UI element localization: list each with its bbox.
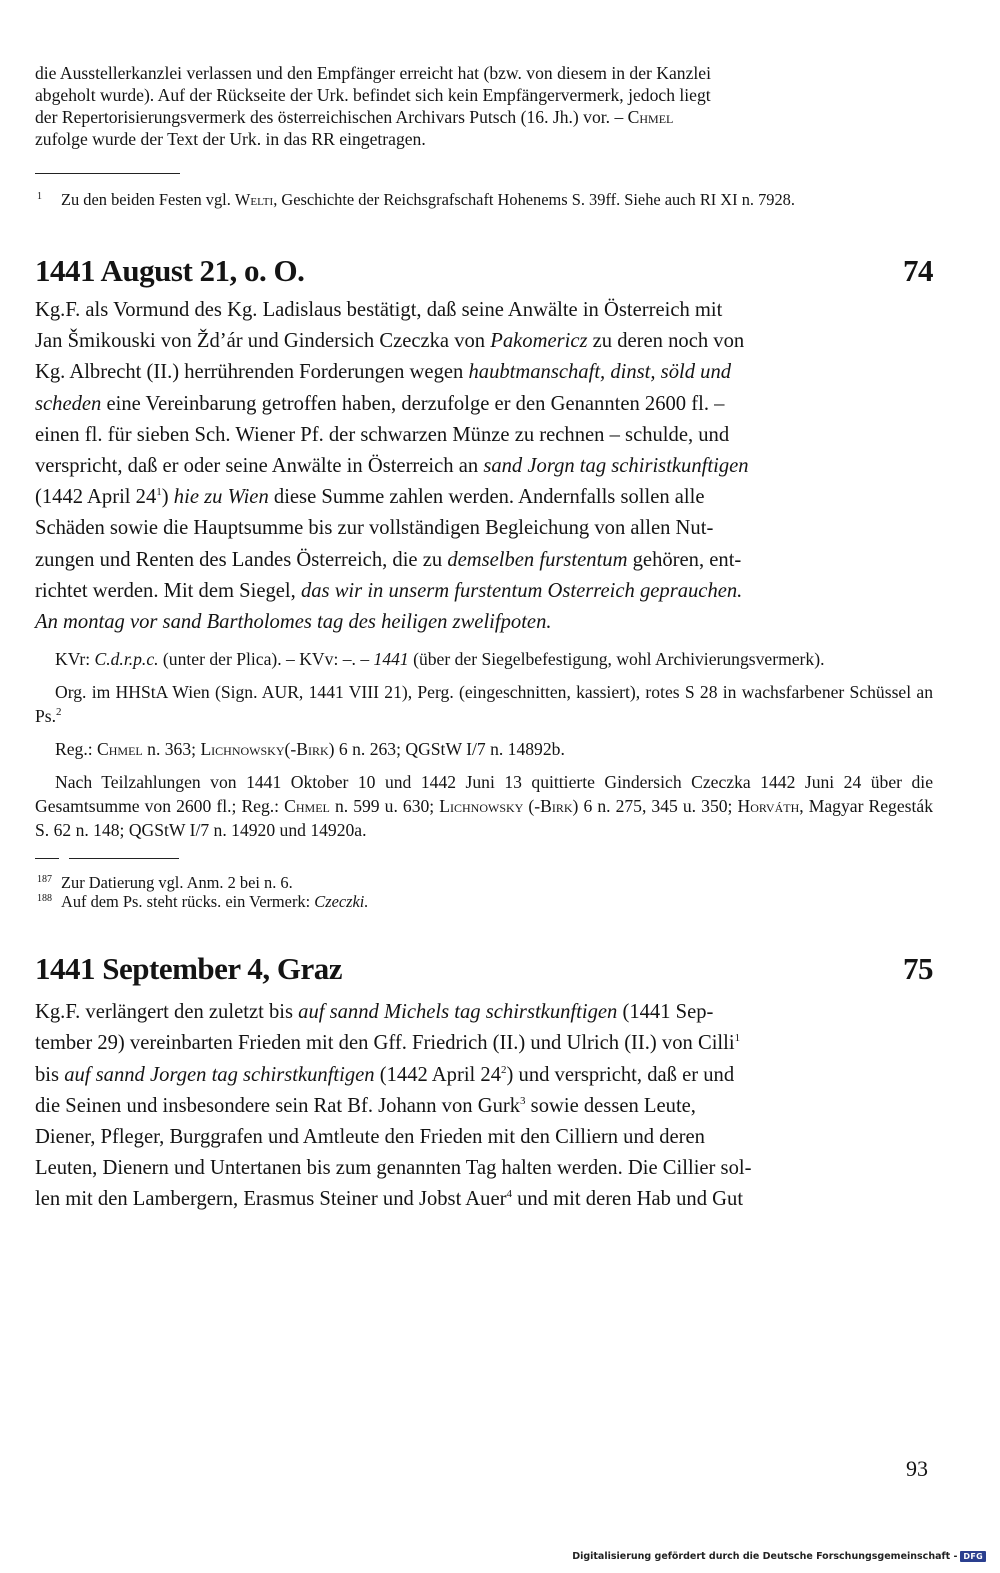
nach-note: Nach Teilzahlungen von 1441 Oktober 10 und 1442 Juni 13 quittierte Gindersich Czeczka 1442 Juni 24 über die Gesamtsumme von 2600 fl.; Reg.: Chmel n. 599 u. 630; Lichnowsky (-Birk) 6 n. 275, 345 u. 350; Horváth, Magyar Regesták S. 62 n. 148; QGStW I/7 n. 14920 und 14920a. (35, 772, 933, 841)
footnote-mark: 188 (37, 893, 52, 905)
footnote-188: 188 Auf dem Ps. steht rücks. ein Vermerk: Czeczki. (35, 892, 933, 911)
author-name: Welti (234, 190, 274, 209)
dfg-logo-icon: DFG (960, 1551, 986, 1562)
entry-heading-74 (35, 253, 933, 289)
text-line: die Ausstellerkanzlei verlassen und den Empfänger erreicht hat (bzw. von diesem in der Kanzlei (35, 63, 711, 83)
footnote-1: 1 Zu den beiden Festen vgl. Welti, Geschichte der Reichsgrafschaft Hohenems S. 39ff. Siehe auch RI XI n. 7928. (35, 190, 933, 209)
footnote-187: 187 Zur Datierung vgl. Anm. 2 bei n. 6. (35, 873, 933, 892)
entry-74-body: Kg.F. als Vormund des Kg. Ladislaus bestätigt, daß seine Anwälte in Österreich mit Jan Šmikouski von Žd’ár und Gindersich Czeczka von Pakomericz zu deren noch von Kg. Albrecht (II.) herrührenden Forderungen wegen haubtmanschaft, dinst, söld und scheden eine Vereinbarung getroffen haben, derzufolge er den Genannten 2600 fl. – einen fl. für sieben Sch. Wiener Pf. der schwarzen Münze zu rechnen – schulde, und verspricht, daß er oder seine Anwälte in Österreich an sand Jorgn tag schiristkunftigen (1442 April $24^1$) hie zu Wien diese Summe zahlen werden. Andernfalls sollen alle Schäden sowie die Hauptsumme bis zur vollständigen Begleichung von allen Nut- zungen und Renten des Landes Österreich, die zu demselben furstentum gehören, ent- richtet werden. Mit dem Siegel, das wir in unserm furstentum Osterreich geprauchen. An montag vor sand Bartholomes tag des heiligen zwelifpoten. (35, 299, 749, 634)
kv-note: KVr: C.d.r.p.c. (unter der Plica). – KVv: –. – 1441 (über der Siegelbefestigung, wohl Archivierungsvermerk). (55, 649, 825, 670)
page-number: 93 (906, 1456, 928, 1481)
entry-number: 74 (903, 253, 933, 288)
text-line: zufolge wurde der Text der Urk. in das RR eingetragen. (35, 129, 426, 149)
digitization-footer (572, 1551, 986, 1562)
reg-note: Reg.: Chmel n. 363; Lichnowsky(-Birk) 6 n. 263; QGStW I/7 n. 14892b. (55, 739, 565, 760)
entry-number: 75 (903, 951, 933, 987)
org-note: Org. im HHStA Wien (Sign. AUR, 1441 VIII 21), Perg. (eingeschnitten, kassiert), rotes S 28 in wachsfarbener Schüssel an Ps.$^2$ (35, 682, 933, 727)
text-line: abgeholt wurde). Auf der Rückseite der Urk. befindet sich kein Empfängervermerk, jedoch liegt (35, 85, 711, 105)
footer-text: Digitalisierung gefördert durch die Deutsche Forschungsgemeinschaft - (572, 1551, 958, 1562)
entry-75-body: Kg.F. verlängert den zuletzt bis auf sannd Michels tag schirstkunftigen (1441 Sep- tember 29) vereinbarten Frieden mit den Gff. Friedrich (II.) und Ulrich (II.) von Cilli$^1$ bis auf sannd Jorgen tag schirstkunftigen (1442 April $24^2$) und verspricht, daß er und die Seinen und insbesondere sein Rat Bf. Johann von Gurk$^3$ sowie dessen Leute, Diener, Pfleger, Burggrafen und Amtleute den Frieden mit den Cilliern und deren Leuten, Dienern und Untertanen bis zum genannten Tag halten werden. Die Cillier sol- len mit den Lambergern, Erasmus Steiner und Jobst Auer$^4$ und mit deren Hab und Gut (35, 1001, 752, 1211)
page-content (35, 62, 933, 1216)
top-paragraph (35, 62, 933, 150)
entry-heading-75 (35, 951, 933, 987)
author-name: Chmel (627, 107, 674, 127)
entry-date: 1441 August 21, o. O. (35, 253, 305, 288)
entry-date: 1441 September 4, Graz (35, 951, 342, 987)
footnote-separator (35, 858, 933, 859)
footnote-separator (35, 173, 180, 174)
footnote-mark: 187 (37, 874, 52, 886)
footnote-mark: 1 (37, 191, 42, 202)
text-line: der Repertorisierungsvermerk des österreichischen Archivars Putsch (16. Jh.) vor. – Chmel (35, 107, 674, 127)
